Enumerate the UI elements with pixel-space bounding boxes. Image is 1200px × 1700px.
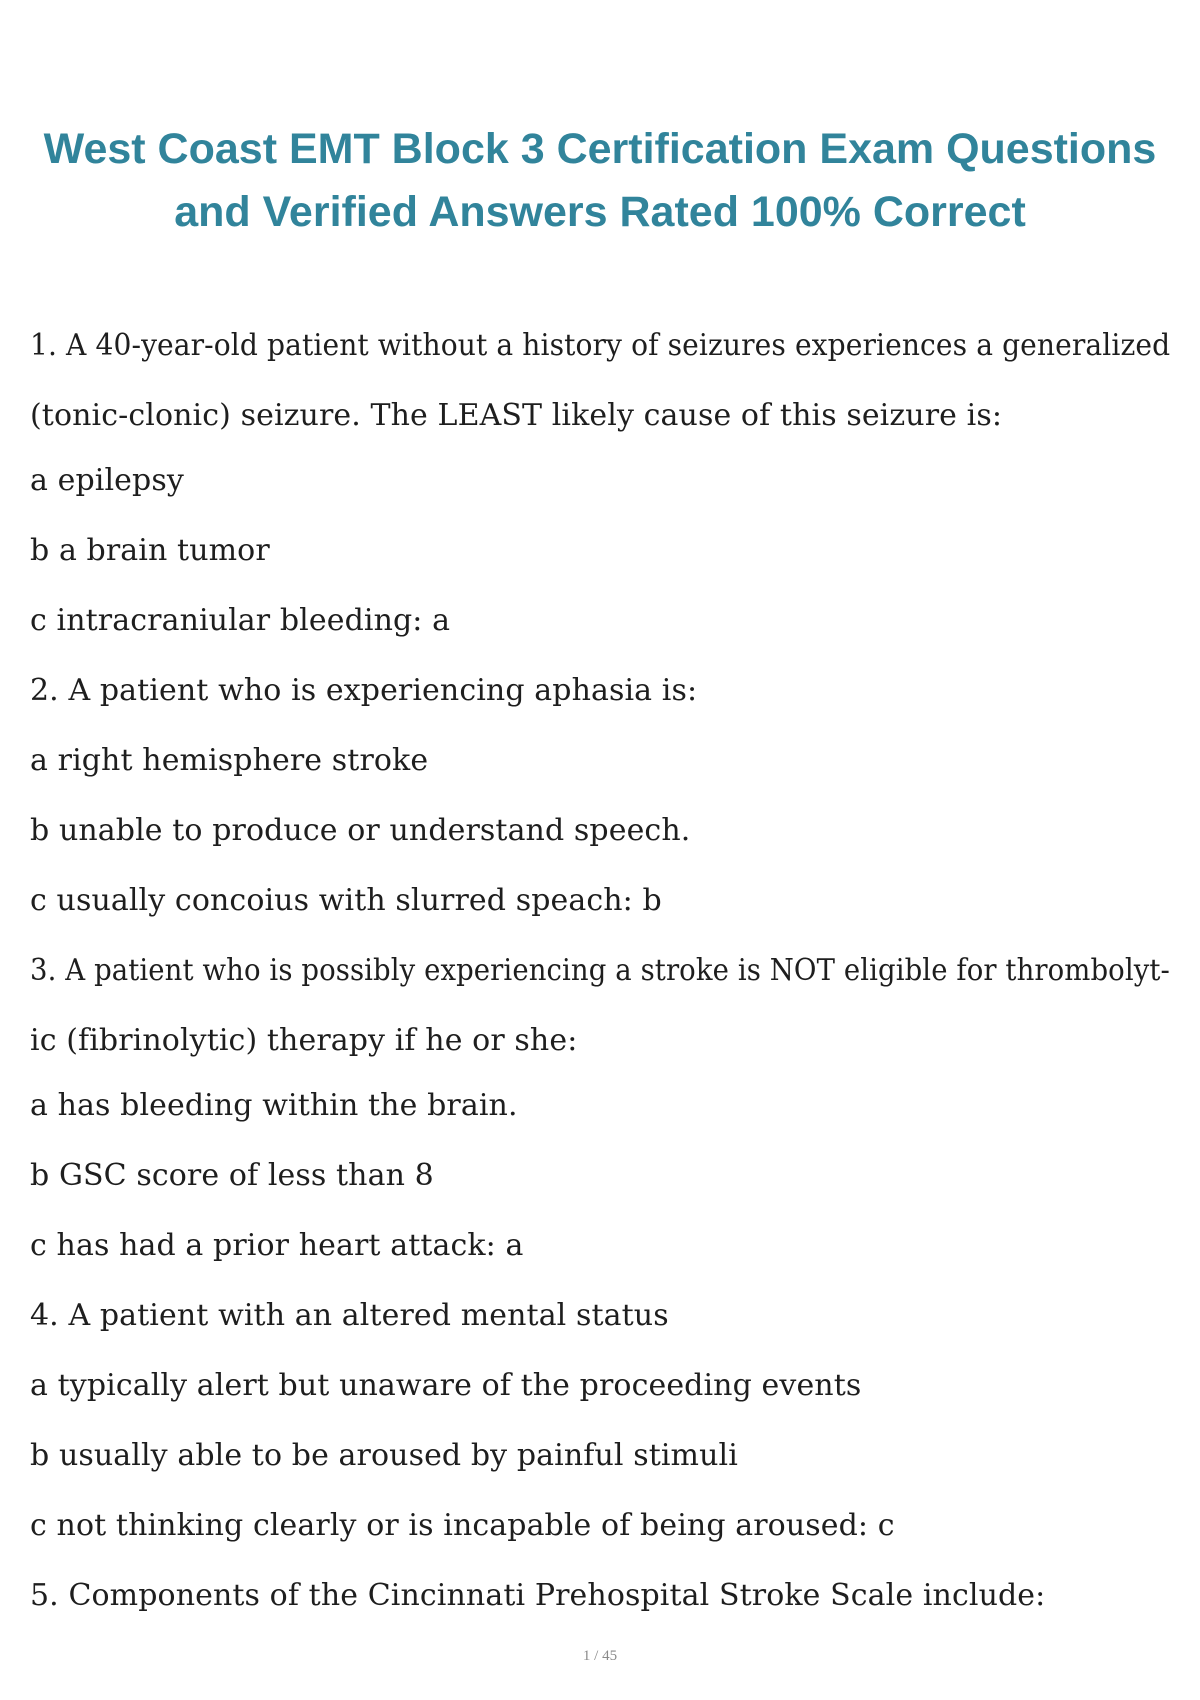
question-2-option-a: a right hemisphere stroke — [30, 743, 429, 778]
question-5-text: 5. Components of the Cincinnati Prehospital Stroke Scale include: — [30, 1578, 1046, 1613]
document-body — [30, 328, 1170, 1648]
question-1-option-c: c intracraniular bleeding: a — [30, 603, 451, 638]
question-1-text: 1. A 40-year-old patient without a history of seizures experiences a generalized — [30, 328, 1171, 363]
title-line-1: West Coast EMT Block 3 Certification Exam Questions — [43, 125, 1157, 173]
question-3-text-cont: ic (fibrinolytic) therapy if he or she: — [30, 1023, 578, 1058]
question-4-option-b: b usually able to be aroused by painful stimuli — [30, 1438, 738, 1473]
question-1-option-b: b a brain tumor — [30, 533, 270, 568]
document-title — [30, 118, 1170, 244]
question-2-text: 2. A patient who is experiencing aphasia is: — [30, 673, 698, 708]
question-2-option-c: c usually concoius with slurred speach: b — [30, 883, 662, 918]
question-2-option-b: b unable to produce or understand speech. — [30, 813, 691, 848]
question-4-option-a: a typically alert but unaware of the proceeding events — [30, 1368, 862, 1403]
question-4-text: 4. A patient with an altered mental status — [30, 1298, 669, 1333]
question-3-option-a: a has bleeding within the brain. — [30, 1088, 518, 1123]
question-4-option-c: c not thinking clearly or is incapable of being aroused: c — [30, 1508, 895, 1543]
question-1-option-a: a epilepsy — [30, 463, 184, 498]
question-1-text-cont: (tonic-clonic) seizure. The LEAST likely cause of this seizure is: — [30, 398, 1003, 433]
question-3-option-c: c has had a prior heart attack: a — [30, 1228, 524, 1263]
question-3-text: 3. A patient who is possibly experiencing a stroke is NOT eligible for thrombolyt- — [30, 953, 1170, 988]
question-3-option-b: b GSC score of less than 8 — [30, 1158, 434, 1193]
page-number: 1 / 45 — [582, 1648, 618, 1664]
title-line-2: and Verified Answers Rated 100% Correct — [174, 188, 1026, 236]
